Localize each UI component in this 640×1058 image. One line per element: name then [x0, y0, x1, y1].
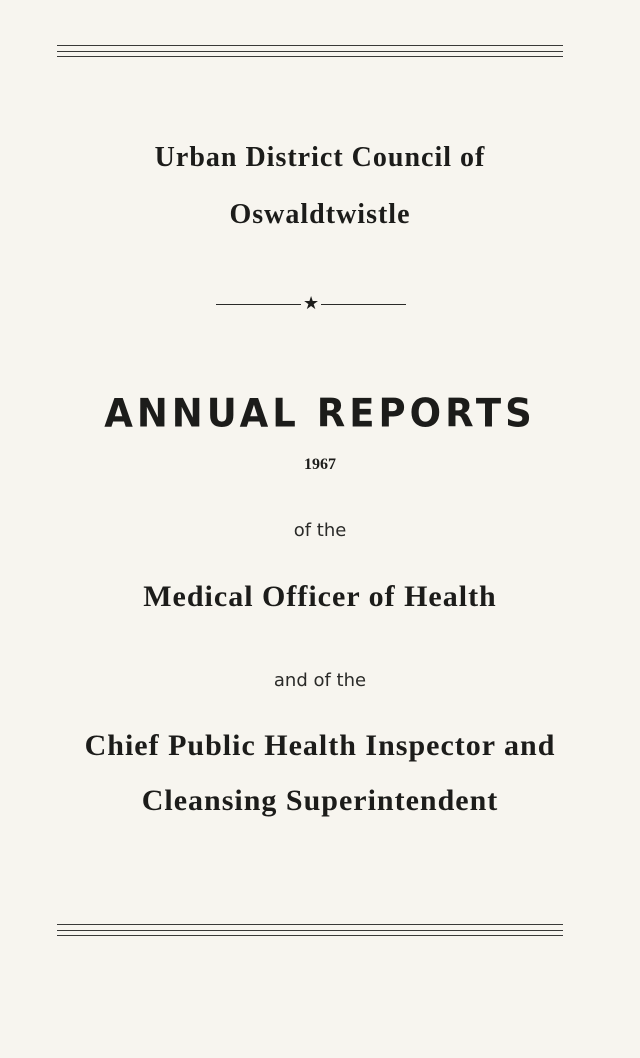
star-icon: ★ [302, 293, 320, 314]
star-divider [216, 292, 406, 316]
bottom-double-rule [57, 924, 563, 936]
and-of-the-text: and of the [273, 670, 367, 691]
council-name-line-2: Oswaldtwistle [229, 199, 411, 230]
bottom-rule-line-1 [57, 924, 563, 925]
top-rule-line-2 [57, 51, 563, 52]
top-rule-line-3 [57, 56, 563, 57]
medical-officer-heading: Medical Officer of Health [143, 580, 497, 613]
report-title: ANNUAL REPORTS [104, 390, 536, 437]
top-rule-line-1 [57, 45, 563, 46]
bottom-rule-line-2 [57, 930, 563, 931]
top-double-rule [57, 45, 563, 57]
divider-left-line [216, 304, 301, 305]
council-name-line-1: Urban District Council of [154, 142, 486, 173]
divider-right-line [321, 304, 406, 305]
bottom-rule-line-3 [57, 935, 563, 936]
inspector-heading-line-1: Chief Public Health Inspector and [84, 729, 556, 762]
of-the-text: of the [293, 520, 347, 541]
report-year: 1967 [304, 456, 336, 473]
inspector-heading-line-2: Cleansing Superintendent [141, 784, 499, 817]
